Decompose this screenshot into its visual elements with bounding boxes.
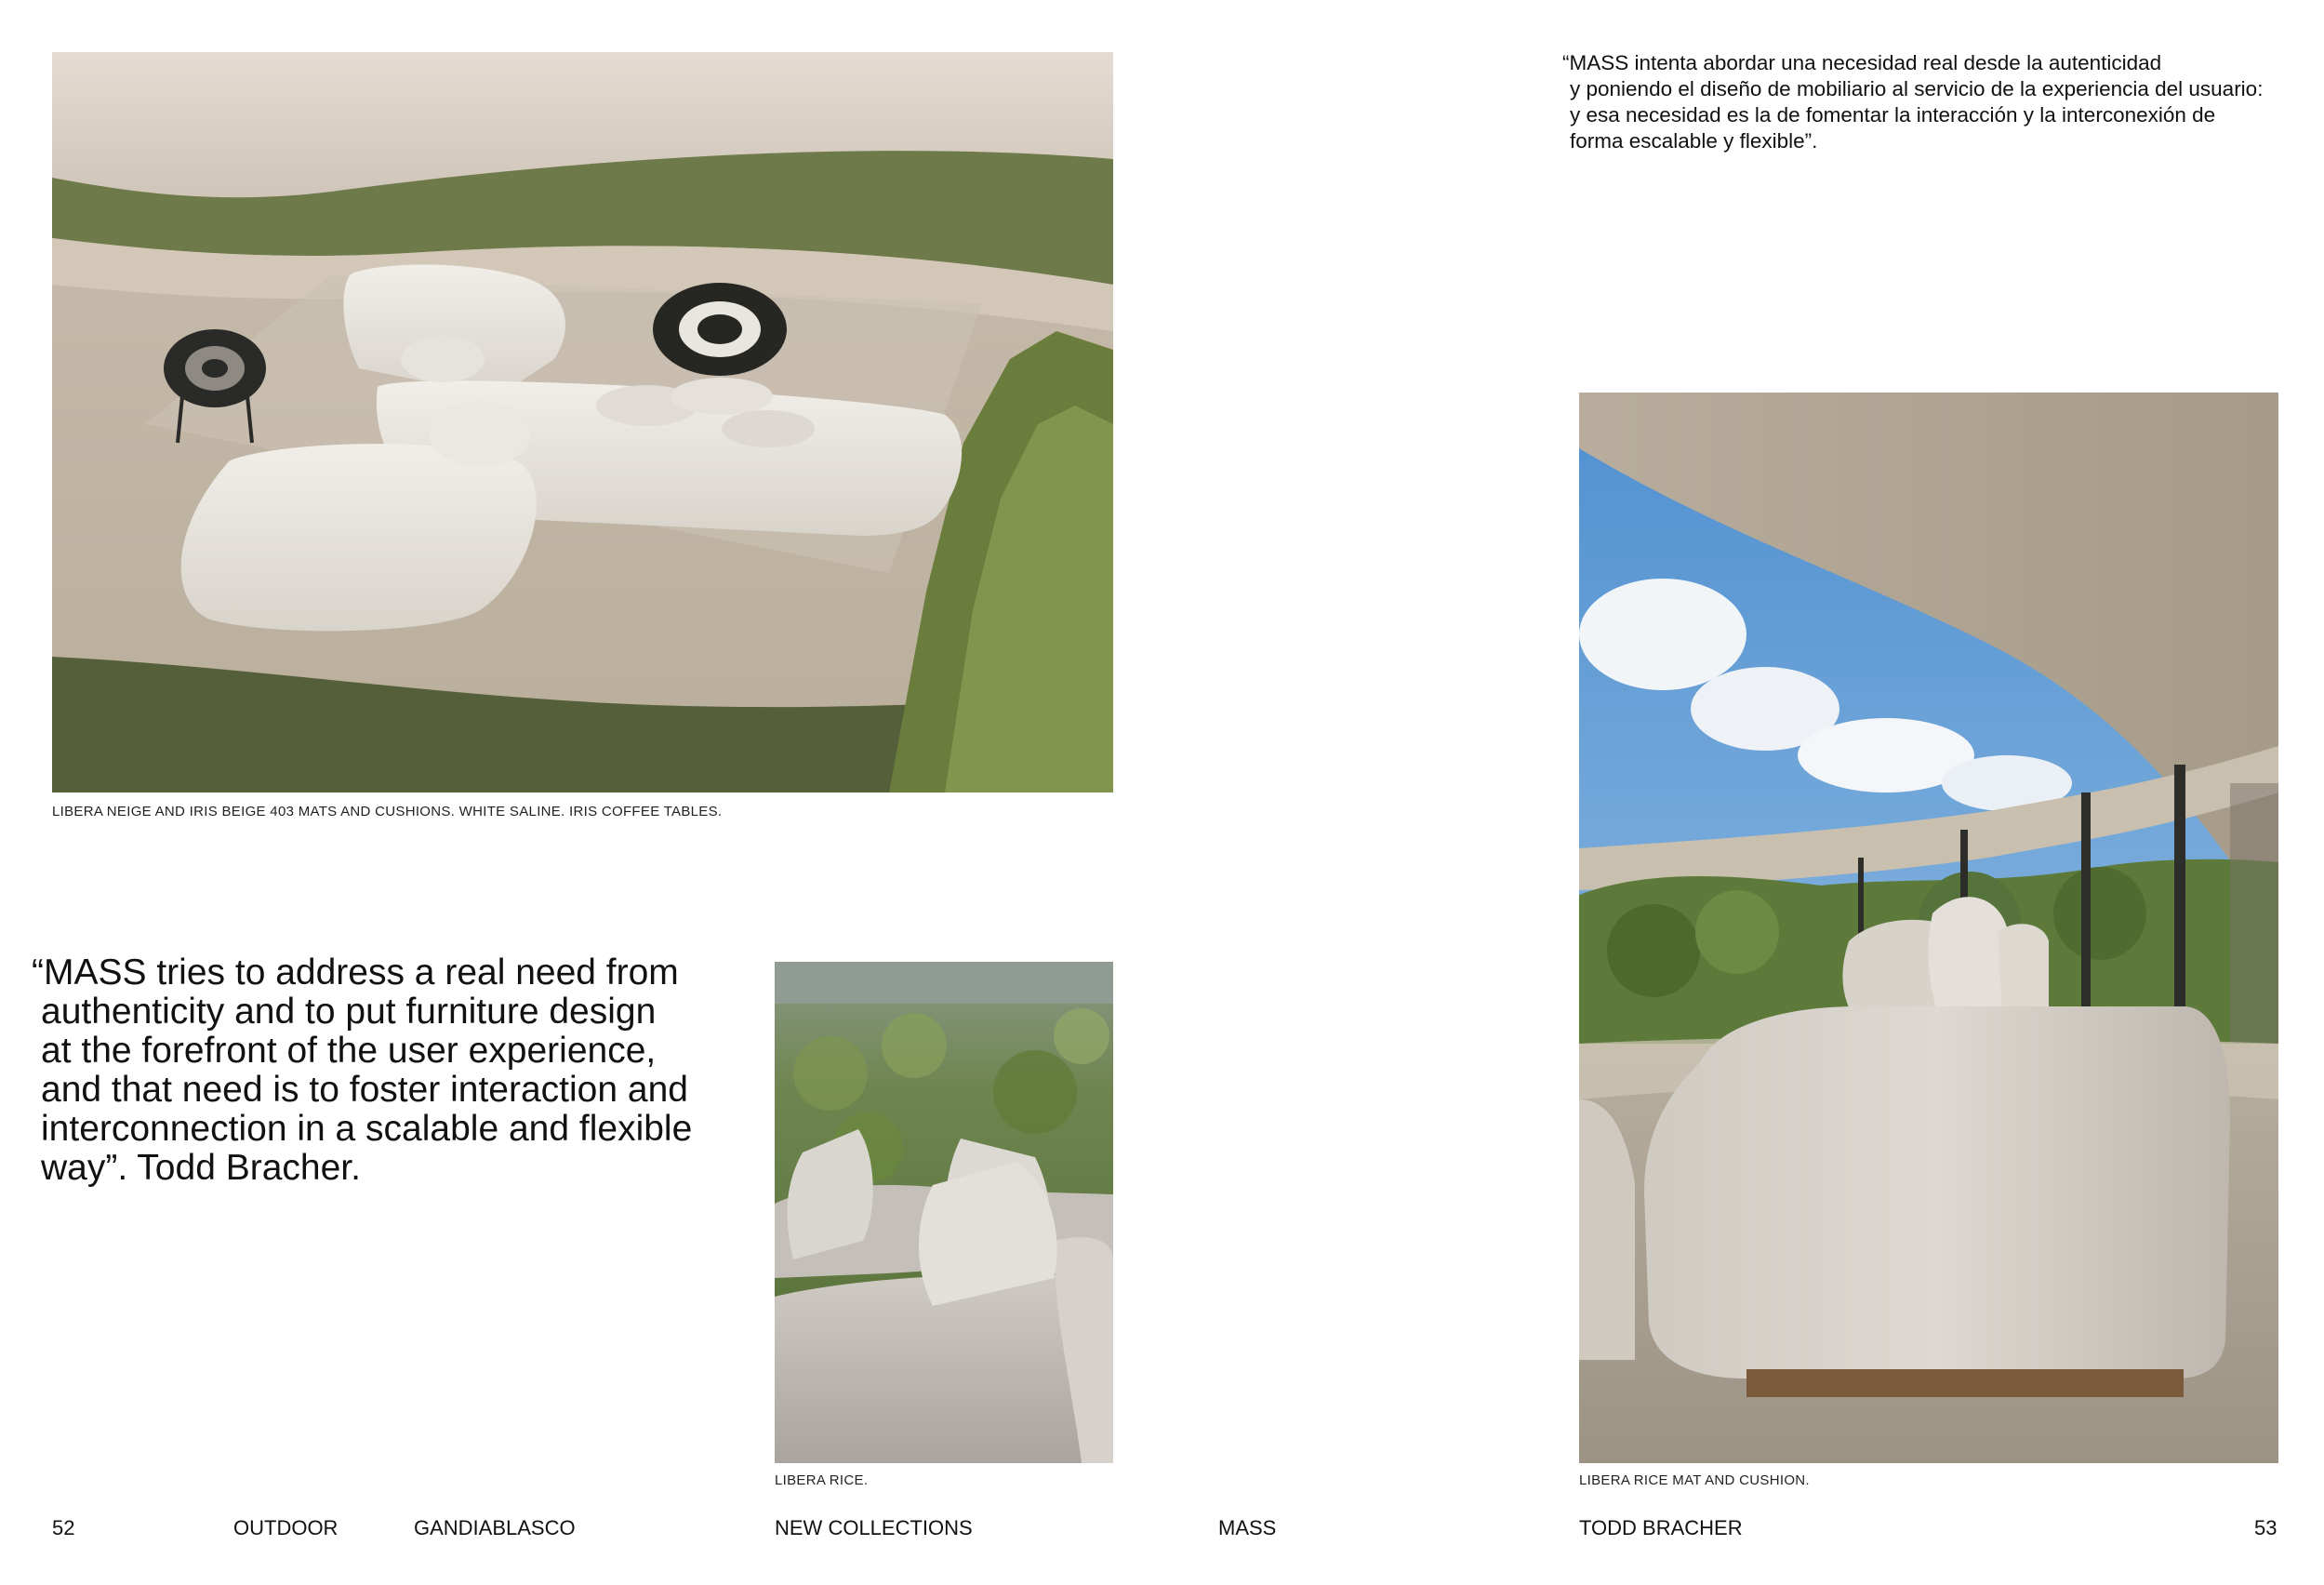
footer-collection: MASS (1218, 1516, 1277, 1539)
pull-quote-spanish (1562, 50, 2295, 154)
caption-bottom-middle-photo: LIBERA RICE. (775, 1472, 869, 1488)
photo-sofa-cushions-forest (775, 962, 1113, 1463)
quote-en-line: way”. Todd Bracher. (41, 1148, 361, 1188)
photo-sofa-under-canopy (1579, 393, 2278, 1463)
quote-en-line: “MASS tries to address a real need from (32, 952, 679, 992)
caption-right-photo: LIBERA RICE MAT AND CUSHION. (1579, 1472, 1810, 1488)
footer-brand: GANDIABLASCO (414, 1516, 576, 1539)
footer-collection-group: NEW COLLECTIONS (775, 1516, 973, 1539)
footer-section: OUTDOOR (233, 1516, 339, 1539)
quote-es-line: “MASS intenta abordar una necesidad real desde la autenticidad (1562, 51, 2162, 74)
quote-en-line: interconnection in a scalable and flexible (41, 1109, 693, 1149)
quote-en-line: at the forefront of the user experience, (41, 1031, 657, 1071)
quote-es-line: y poniendo el diseño de mobiliario al servicio de la experiencia del usuario: (1570, 77, 2264, 100)
quote-en-line: authenticity and to put furniture design (41, 992, 657, 1032)
page-number-left: 52 (52, 1516, 75, 1539)
page-number-right: 53 (2254, 1516, 2278, 1539)
quote-en-line: and that need is to foster interaction and (41, 1070, 688, 1110)
quote-es-line: forma escalable y flexible”. (1570, 129, 1818, 153)
pull-quote-english (32, 952, 748, 1188)
footer-designer: TODD BRACHER (1579, 1516, 1743, 1539)
quote-es-line: y esa necesidad es la de fomentar la interacción y la interconexión de (1570, 103, 2216, 127)
photo-sofa-terrace-aerial (52, 52, 1113, 792)
caption-top-left-photo: LIBERA NEIGE AND IRIS BEIGE 403 MATS AND CUSHIONS. WHITE SALINE. IRIS COFFEE TABLES. (52, 804, 723, 819)
